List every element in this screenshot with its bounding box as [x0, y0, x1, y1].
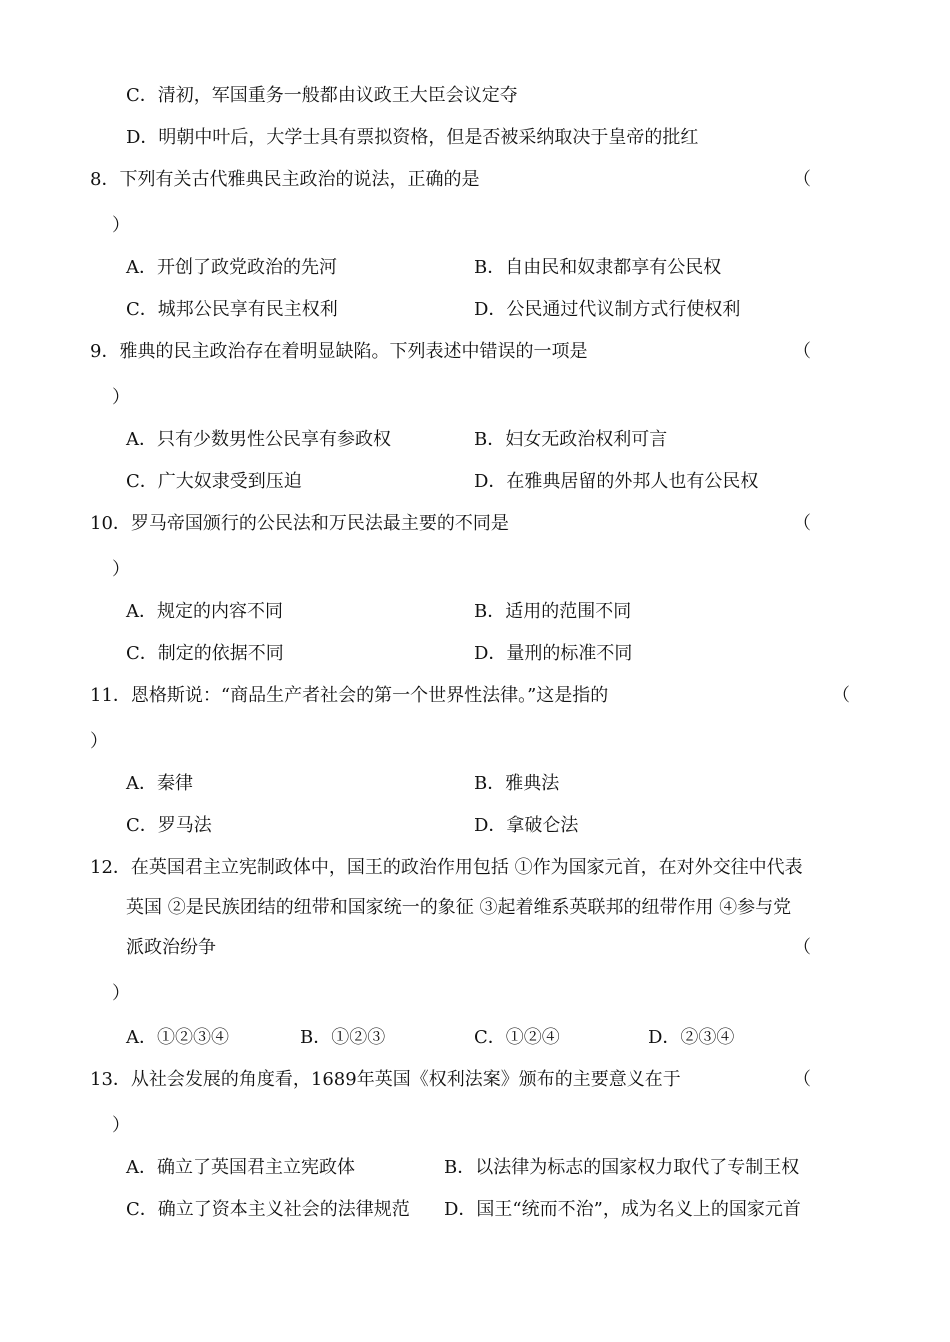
q10-option-d: D．量刑的标准不同 — [474, 643, 633, 664]
q9-option-b: B．妇女无政治权利可言 — [474, 429, 668, 450]
q10-stem: 10．罗马帝国颁行的公民法和万民法最主要的不同是 — [90, 513, 509, 534]
q11-answer-close: ） — [90, 731, 108, 752]
prev-option-d: D．明朝中叶后，大学士具有票拟资格，但是否被采纳取决于皇帝的批红 — [126, 127, 699, 148]
q8-answer-open: （ — [793, 169, 811, 190]
q12-answer-open: （ — [793, 937, 811, 958]
q11-answer-open: （ — [832, 685, 850, 706]
q8-option-c: C．城邦公民享有民主权利 — [126, 299, 338, 320]
q12-answer-close: ） — [112, 983, 130, 1004]
prev-option-c: C．清初，军国重务一般都由议政王大臣会议定夺 — [126, 85, 518, 106]
q11-stem: 11．恩格斯说：“商品生产者社会的第一个世界性法律。”这是指的 — [90, 685, 609, 706]
q13-answer-close: ） — [112, 1115, 130, 1136]
q10-option-c: C．制定的依据不同 — [126, 643, 284, 664]
q12-stem-line-1: 12．在英国君主立宪制政体中，国王的政治作用包括 ①作为国家元首，在对外交往中代表 — [90, 857, 803, 878]
q9-stem: 9．雅典的民主政治存在着明显缺陷。下列表述中错误的一项是 — [90, 341, 588, 362]
q10-answer-close: ） — [112, 559, 130, 580]
q12-option-c: C．①②④ — [474, 1027, 560, 1048]
q12-option-d: D．②③④ — [648, 1027, 735, 1048]
q11-option-d: D．拿破仑法 — [474, 815, 579, 836]
q13-option-d: D．国王“统而不治”，成为名义上的国家元首 — [444, 1199, 801, 1220]
q11-option-c: C．罗马法 — [126, 815, 212, 836]
q13-option-b: B．以法律为标志的国家权力取代了专制王权 — [444, 1157, 800, 1178]
q12-option-a: A．①②③④ — [126, 1027, 229, 1048]
q10-answer-open: （ — [793, 513, 811, 534]
q12-stem-line-2: 英国 ②是民族团结的纽带和国家统一的象征 ③起着维系英联邦的纽带作用 ④参与党 — [126, 897, 792, 918]
q11-option-a: A．秦律 — [126, 773, 193, 794]
q9-answer-close: ） — [112, 387, 130, 408]
q9-answer-open: （ — [793, 341, 811, 362]
q9-option-a: A．只有少数男性公民享有参政权 — [126, 429, 391, 450]
q12-stem-line-3: 派政治纷争 — [126, 937, 216, 958]
q13-stem: 13．从社会发展的角度看，1689年英国《权利法案》颁布的主要意义在于 — [90, 1069, 681, 1090]
q13-option-a: A．确立了英国君主立宪政体 — [126, 1157, 355, 1178]
q8-option-a: A．开创了政党政治的先河 — [126, 257, 337, 278]
q10-option-b: B．适用的范围不同 — [474, 601, 632, 622]
q13-answer-open: （ — [793, 1069, 811, 1090]
q10-option-a: A．规定的内容不同 — [126, 601, 283, 622]
q8-answer-close: ） — [112, 215, 130, 236]
q8-option-b: B．自由民和奴隶都享有公民权 — [474, 257, 722, 278]
q8-option-d: D．公民通过代议制方式行使权利 — [474, 299, 741, 320]
q9-option-d: D．在雅典居留的外邦人也有公民权 — [474, 471, 759, 492]
q13-option-c: C．确立了资本主义社会的法律规范 — [126, 1199, 410, 1220]
q11-option-b: B．雅典法 — [474, 773, 560, 794]
q8-stem: 8．下列有关古代雅典民主政治的说法，正确的是 — [90, 169, 480, 190]
q9-option-c: C．广大奴隶受到压迫 — [126, 471, 302, 492]
q12-option-b: B．①②③ — [300, 1027, 386, 1048]
